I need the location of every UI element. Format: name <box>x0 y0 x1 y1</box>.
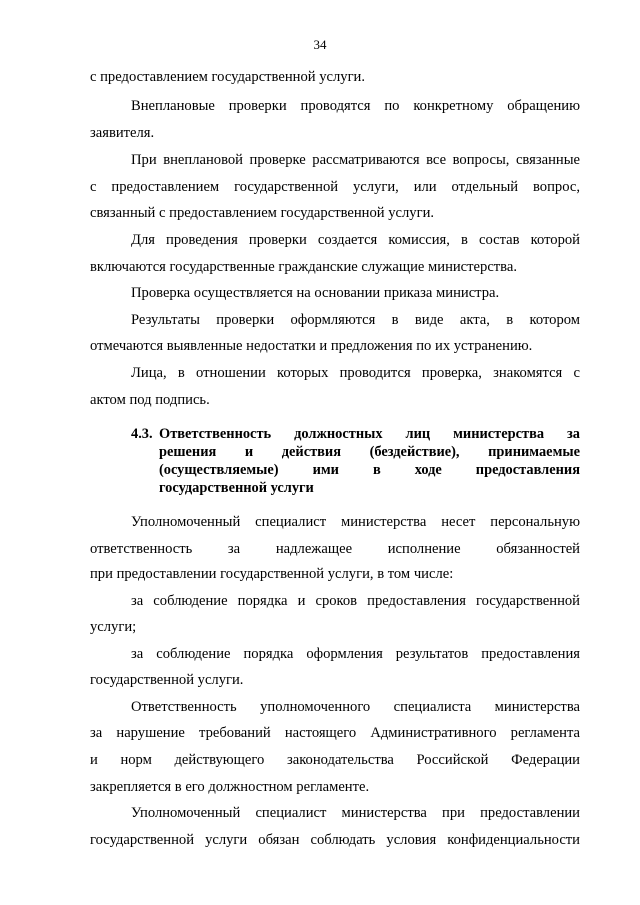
text-line: актом под подпись. <box>90 392 210 408</box>
section-title-line: государственной услуги <box>159 480 314 496</box>
text-line: за соблюдение порядка оформления результатов предоставления <box>131 646 580 662</box>
text-line: с предоставлением государственной услуги, или отдельный вопрос, <box>90 179 580 195</box>
text-line: При внеплановой проверке рассматриваются все вопросы, связанные <box>131 152 580 168</box>
text-line: за нарушение требований настоящего Административного регламента <box>90 725 580 741</box>
text-line: Ответственность уполномоченного специалиста министерства <box>131 699 580 715</box>
text-line: закрепляется в его должностном регламенте. <box>90 779 370 795</box>
text-line: связанный с предоставлением государственной услуги. <box>90 205 435 221</box>
text-line: с предоставлением государственной услуги. <box>90 69 366 85</box>
text-line: ответственность за надлежащее исполнение обязанностей <box>90 541 580 557</box>
text-line: за соблюдение порядка и сроков предоставления государственной <box>131 593 580 609</box>
section-number: 4.3. <box>131 426 153 442</box>
text-line: включаются государственные гражданские служащие министерства. <box>90 259 517 275</box>
text-line: Внеплановые проверки проводятся по конкретному обращению <box>131 98 580 114</box>
text-line: государственной услуги. <box>90 672 244 688</box>
text-line: и норм действующего законодательства Российской Федерации <box>90 752 580 768</box>
text-line: заявителя. <box>90 125 155 141</box>
text-line: при предоставлении государственной услуги, в том числе: <box>90 566 454 582</box>
text-line: Уполномоченный специалист министерства при предоставлении <box>131 805 580 821</box>
section-title-line: Ответственность должностных лиц министерства за <box>159 426 580 442</box>
text-line: Проверка осуществляется на основании приказа министра. <box>131 285 500 301</box>
section-title-line: решения и действия (бездействие), принимаемые <box>159 444 580 460</box>
text-line: Лица, в отношении которых проводится проверка, знакомятся с <box>131 365 580 381</box>
section-title-line: (осуществляемые) ими в ходе предоставления <box>159 462 580 478</box>
text-line: отмечаются выявленные недостатки и предложения по их устранению. <box>90 338 533 354</box>
text-line: Уполномоченный специалист министерства несет персональную <box>131 514 580 530</box>
text-line: государственной услуги обязан соблюдать условия конфиденциальности <box>90 832 580 848</box>
text-line: Результаты проверки оформляются в виде акта, в котором <box>131 312 580 328</box>
page-number: 34 <box>313 37 327 52</box>
text-line: услуги; <box>90 619 137 635</box>
text-line: Для проведения проверки создается комиссия, в состав которой <box>131 232 580 248</box>
